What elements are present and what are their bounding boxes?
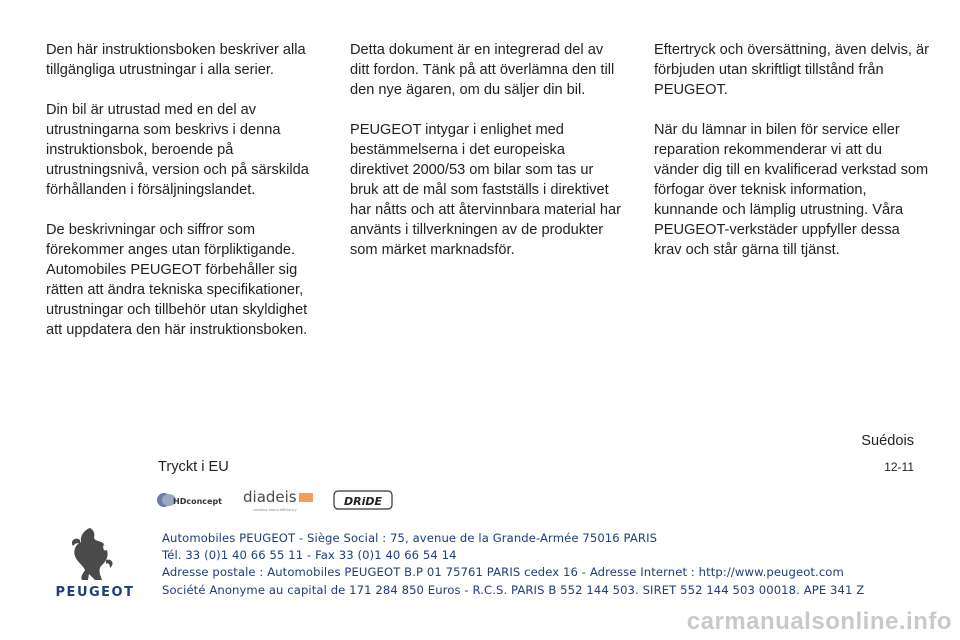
watermark: carmanualsonline.info [686, 608, 952, 635]
peugeot-lion-icon [72, 528, 113, 580]
hdconcept-logo [155, 486, 227, 514]
diadeis-logo-text: diadeis [243, 488, 297, 506]
diadeis-logo [243, 486, 319, 514]
paragraph: Detta dokument är en integrerad del av ditt fordon. Tänk på att överlämna den till den nye ägaren, om du säljer din bil. [350, 42, 615, 98]
edition-code: 12-11 [884, 460, 914, 474]
address-line: Société Anonyme au capital de 171 284 850 Euros - R.C.S. PARIS B 552 144 503. SIRET 552 144 503 00018. APE 341 Z [162, 582, 865, 597]
diadeis-tagline: creating brand efficiency [253, 508, 297, 512]
paragraph: Din bil är utrustad med en del av utrustningarna som beskrivs i denna instruktionsbok, beroende på utrustningsnivå, version och på särskilda förhållanden i försäljningslandet. [46, 102, 309, 198]
language-label: Suédois [861, 433, 914, 449]
paragraph: Eftertryck och översättning, även delvis, är förbjuden utan skriftligt tillstånd från PEUGEOT. [654, 42, 929, 98]
address-line: Adresse postale : Automobiles PEUGEOT B.P 01 75761 PARIS cedex 16 - Adresse Internet : http://www.peugeot.com [162, 565, 844, 580]
peugeot-wordmark: PEUGEOT [55, 585, 135, 600]
company-address [162, 530, 864, 599]
paragraph: PEUGEOT intygar i enlighet med bestämmelserna i det europeiska direktivet 2000/53 om bilar som tas ur bruk att de mål som fastställs i direktivet har nåtts och att återvinnbara material har använts i tillverkningen av de produkter som märket marknadsför. [350, 122, 621, 258]
text-column-2 [350, 40, 625, 280]
address-line: Automobiles PEUGEOT - Siège Social : 75, avenue de la Grande-Armée 75016 PARIS [162, 531, 658, 545]
peugeot-logo [40, 524, 150, 604]
dride-logo-text: DRiDE [343, 495, 383, 508]
dride-logo [333, 486, 393, 514]
address-line: Tél. 33 (0)1 40 66 55 11 - Fax 33 (0)1 40 66 54 14 [162, 548, 457, 563]
text-column-3 [654, 40, 929, 280]
paragraph: De beskrivningar och siffror som förekommer anges utan förpliktigande. Automobiles PEUGEOT förbehåller sig rätten att ändra tekniska specifikationer, utrustningar och tillbehör utan skyldighet att uppdatera den här instruktionsboken. [46, 222, 308, 338]
paragraph: När du lämnar in bilen för service eller reparation rekommenderar vi att du vänder dig till en kvalificerad verkstad som förfogar över teknisk information, kunnande och lämplig utrustning. Våra PEUGEOT-verkstäder uppfyller dessa krav och står gärna till tjänst. [654, 122, 929, 258]
paragraph: Den här instruktionsboken beskriver alla tillgängliga utrustningar i alla serier. [46, 42, 306, 78]
hdconcept-logo-text: HDconcept [173, 497, 222, 506]
printed-in-label: Tryckt i EU [158, 459, 229, 475]
text-column-1 [46, 40, 321, 360]
